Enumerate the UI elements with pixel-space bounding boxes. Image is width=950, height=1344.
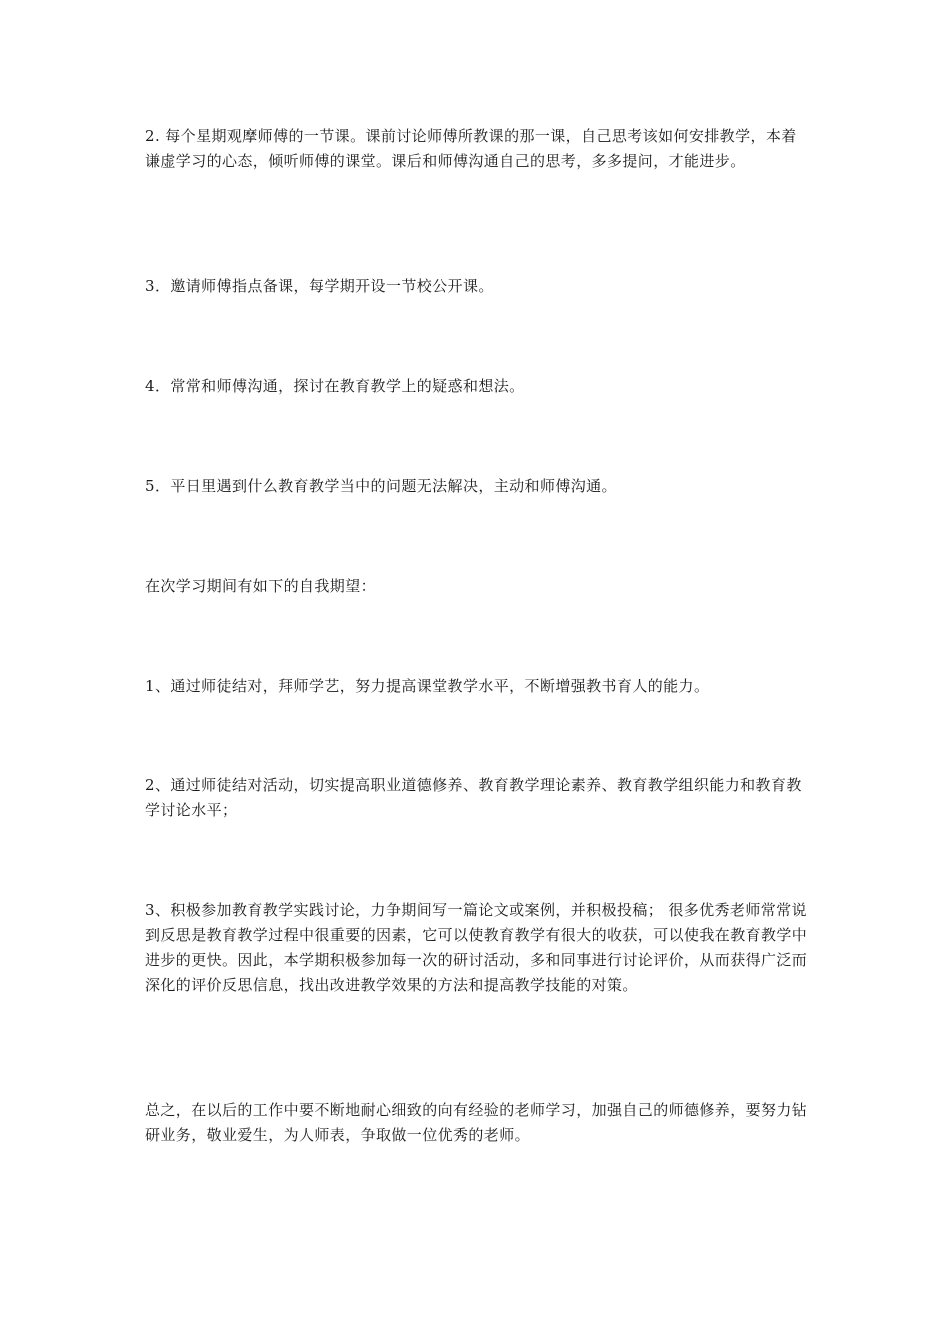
- paragraph-observe-class: 2. 每个星期观摩师傅的一节课。课前讨论师傅所教课的那一课，自己思考该如何安排教学，本着谦虚学习的心态，倾听师傅的课堂。课后和师傅沟通自己的思考，多多提问，才能进步。: [145, 127, 797, 170]
- paragraph-expectation-1: 1、通过师徒结对，拜师学艺，努力提高课堂教学水平，不断增强教书育人的能力。: [145, 677, 710, 695]
- paragraph-lesson-prep: 3．邀请师傅指点备课，每学期开设一节校公开课。: [145, 277, 494, 295]
- paragraph-expectation-3: 3、积极参加教育教学实践讨论，力争期间写一篇论文或案例，并积极投稿； 很多优秀老师常常说到反思是教育教学过程中很重要的因素，它可以使教育教学有很大的收获，可以使我在教育教学中进步的更快。因此，本学期积极参加每一次的研讨活动，多和同事进行讨论评价，从而获得广泛而深化的评价反思信息，找出改进教学效果的方法和提高教学技能的对策。: [145, 901, 808, 994]
- paragraph-solve-problems: 5．平日里遇到什么教育教学当中的问题无法解决，主动和师傅沟通。: [145, 477, 617, 495]
- paragraph-expectations-intro: 在次学习期间有如下的自我期望：: [145, 577, 377, 595]
- paragraph-conclusion: 总之，在以后的工作中要不断地耐心细致的向有经验的老师学习，加强自己的师德修养，要努力钻研业务，敬业爱生，为人师表，争取做一位优秀的老师。: [145, 1101, 808, 1144]
- paragraph-expectation-2: 2、通过师徒结对活动，切实提高职业道德修养、教育教学理论素养、教育教学组织能力和教育教学讨论水平；: [145, 776, 802, 819]
- paragraph-communicate: 4．常常和师傅沟通，探讨在教育教学上的疑惑和想法。: [145, 377, 525, 395]
